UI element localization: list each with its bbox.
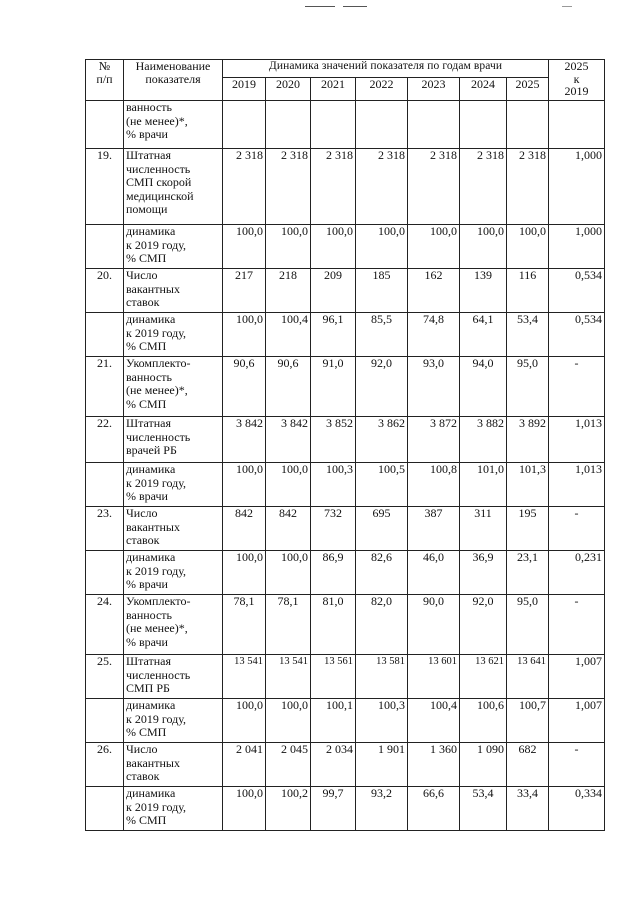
table-row [86,417,605,463]
value-cell: 100,2 [266,787,311,831]
value-cell [460,101,507,149]
value-cell: 2 318 [460,149,507,225]
value-cell: 2 318 [356,149,408,225]
value-cell: 82,0 [356,595,408,655]
value-cell: 95,0 [507,357,549,417]
value-cell: 209 [311,269,356,313]
value-cell: 82,6 [356,551,408,595]
value-cell: 2 318 [408,149,460,225]
value-cell: 100,5 [356,463,408,507]
row-number: 24. [86,595,124,655]
table-row [86,699,605,743]
table-row [86,507,605,551]
value-cell: 100,4 [266,313,311,357]
value-cell: 3 842 [266,417,311,463]
value-cell: 90,0 [408,595,460,655]
row-number [86,699,124,743]
table-row [86,101,605,149]
value-cell: 46,0 [408,551,460,595]
value-cell: 3 842 [223,417,266,463]
value-cell: 100,0 [507,225,549,269]
ratio-cell: - [549,595,605,655]
indicator-table [85,59,605,831]
value-cell: 695 [356,507,408,551]
header-year: 2025 [507,78,549,101]
value-cell: 13 601 [408,655,460,699]
value-cell: 3 892 [507,417,549,463]
value-cell: 1 360 [408,743,460,787]
row-number [86,787,124,831]
value-cell: 99,7 [311,787,356,831]
header-row-number: № п/п [86,60,124,101]
value-cell: 100,0 [223,699,266,743]
value-cell: 85,5 [356,313,408,357]
header-dynamics-by-year: Динамика значений показателя по годам врачи [223,60,549,78]
value-cell: 100,0 [223,463,266,507]
value-cell: 100,7 [507,699,549,743]
value-cell: 81,0 [311,595,356,655]
indicator-name: динамика к 2019 году, % врачи [124,463,223,507]
table-row [86,269,605,313]
value-cell: 100,0 [408,225,460,269]
ratio-cell: 0,334 [549,787,605,831]
value-cell: 94,0 [460,357,507,417]
value-cell: 100,3 [311,463,356,507]
row-number [86,313,124,357]
value-cell: 842 [266,507,311,551]
table-row [86,787,605,831]
ratio-cell: 0,231 [549,551,605,595]
value-cell: 100,0 [223,551,266,595]
row-number: 26. [86,743,124,787]
value-cell: 100,0 [266,225,311,269]
value-cell: 100,0 [311,225,356,269]
value-cell: 387 [408,507,460,551]
value-cell: 100,0 [266,463,311,507]
value-cell: 1 090 [460,743,507,787]
table-body [86,101,605,831]
row-number [86,463,124,507]
value-cell: 1 901 [356,743,408,787]
value-cell: 100,8 [408,463,460,507]
value-cell: 78,1 [223,595,266,655]
value-cell: 162 [408,269,460,313]
table-row [86,595,605,655]
value-cell: 96,1 [311,313,356,357]
value-cell: 13 541 [223,655,266,699]
ratio-cell: - [549,743,605,787]
table-row [86,313,605,357]
value-cell: 732 [311,507,356,551]
value-cell: 2 318 [223,149,266,225]
scan-artifact-marks [0,4,640,12]
value-cell [311,101,356,149]
ratio-cell: 1,013 [549,417,605,463]
value-cell [507,101,549,149]
value-cell: 116 [507,269,549,313]
value-cell: 92,0 [356,357,408,417]
indicator-name: ванность (не менее)*, % врачи [124,101,223,149]
value-cell: 53,4 [507,313,549,357]
indicator-name: динамика к 2019 году, % СМП [124,787,223,831]
value-cell: 311 [460,507,507,551]
value-cell: 74,8 [408,313,460,357]
value-cell: 66,6 [408,787,460,831]
value-cell: 2 045 [266,743,311,787]
ratio-cell: 1,000 [549,225,605,269]
indicator-name: Число вакантных ставок [124,507,223,551]
value-cell: 95,0 [507,595,549,655]
table-row [86,149,605,225]
header-year: 2023 [408,78,460,101]
row-number: 23. [86,507,124,551]
ratio-cell: 0,534 [549,313,605,357]
ratio-cell: 1,007 [549,655,605,699]
value-cell: 100,0 [266,699,311,743]
table-header [86,60,605,101]
indicator-name: динамика к 2019 году, % врачи [124,551,223,595]
value-cell: 33,4 [507,787,549,831]
value-cell: 100,1 [311,699,356,743]
value-cell: 3 862 [356,417,408,463]
value-cell: 64,1 [460,313,507,357]
table-row [86,357,605,417]
value-cell: 100,4 [408,699,460,743]
value-cell: 195 [507,507,549,551]
indicator-name: Число вакантных ставок [124,743,223,787]
value-cell: 682 [507,743,549,787]
indicator-name: динамика к 2019 году, % СМП [124,313,223,357]
table-row [86,743,605,787]
value-cell: 100,3 [356,699,408,743]
value-cell: 100,0 [223,787,266,831]
value-cell [408,101,460,149]
indicator-name: динамика к 2019 году, % СМП [124,225,223,269]
value-cell: 100,0 [223,313,266,357]
indicator-name: Укомплекто- ванность (не менее)*, % СМП [124,357,223,417]
scan-mark [343,6,367,7]
value-cell: 93,2 [356,787,408,831]
value-cell: 101,3 [507,463,549,507]
header-year: 2020 [266,78,311,101]
value-cell: 2 318 [266,149,311,225]
value-cell: 93,0 [408,357,460,417]
value-cell: 3 882 [460,417,507,463]
value-cell: 13 621 [460,655,507,699]
indicator-name: Штатная численность СМП скорой медицинской помощи [124,149,223,225]
indicator-name: Число вакантных ставок [124,269,223,313]
ratio-cell: 0,534 [549,269,605,313]
row-number [86,551,124,595]
ratio-cell: 1,000 [549,149,605,225]
value-cell: 100,6 [460,699,507,743]
header-year: 2021 [311,78,356,101]
value-cell: 90,6 [266,357,311,417]
value-cell: 2 318 [311,149,356,225]
value-cell: 100,0 [223,225,266,269]
row-number: 22. [86,417,124,463]
ratio-cell: - [549,507,605,551]
ratio-cell: - [549,357,605,417]
ratio-cell: 1,013 [549,463,605,507]
value-cell: 100,0 [460,225,507,269]
value-cell [356,101,408,149]
row-number [86,101,124,149]
value-cell: 53,4 [460,787,507,831]
indicator-name: динамика к 2019 году, % СМП [124,699,223,743]
ratio-cell: 1,007 [549,699,605,743]
value-cell: 92,0 [460,595,507,655]
value-cell: 100,0 [266,551,311,595]
value-cell: 13 641 [507,655,549,699]
ratio-cell [549,101,605,149]
row-number [86,225,124,269]
value-cell: 78,1 [266,595,311,655]
header-year: 2024 [460,78,507,101]
value-cell: 13 561 [311,655,356,699]
value-cell: 101,0 [460,463,507,507]
row-number: 19. [86,149,124,225]
header-indicator-name: Наименование показателя [124,60,223,101]
scan-mark [305,6,335,7]
value-cell: 100,0 [356,225,408,269]
header-year: 2022 [356,78,408,101]
value-cell: 2 041 [223,743,266,787]
table-row [86,551,605,595]
value-cell: 2 034 [311,743,356,787]
value-cell: 3 852 [311,417,356,463]
table-row [86,225,605,269]
value-cell: 842 [223,507,266,551]
value-cell: 3 872 [408,417,460,463]
value-cell: 139 [460,269,507,313]
value-cell: 86,9 [311,551,356,595]
row-number: 20. [86,269,124,313]
value-cell: 2 318 [507,149,549,225]
value-cell: 90,6 [223,357,266,417]
scan-mark [562,6,572,7]
indicator-name: Штатная численность СМП РБ [124,655,223,699]
value-cell [223,101,266,149]
value-cell: 218 [266,269,311,313]
value-cell [266,101,311,149]
value-cell: 185 [356,269,408,313]
value-cell: 91,0 [311,357,356,417]
table-row [86,655,605,699]
indicator-name: Штатная численность врачей РБ [124,417,223,463]
value-cell: 13 581 [356,655,408,699]
header-year: 2019 [223,78,266,101]
header-ratio-2025-2019: 2025 к 2019 [549,60,605,101]
value-cell: 23,1 [507,551,549,595]
table-row [86,463,605,507]
value-cell: 217 [223,269,266,313]
value-cell: 36,9 [460,551,507,595]
row-number: 25. [86,655,124,699]
indicator-name: Укомплекто- ванность (не менее)*, % врачи [124,595,223,655]
value-cell: 13 541 [266,655,311,699]
row-number: 21. [86,357,124,417]
